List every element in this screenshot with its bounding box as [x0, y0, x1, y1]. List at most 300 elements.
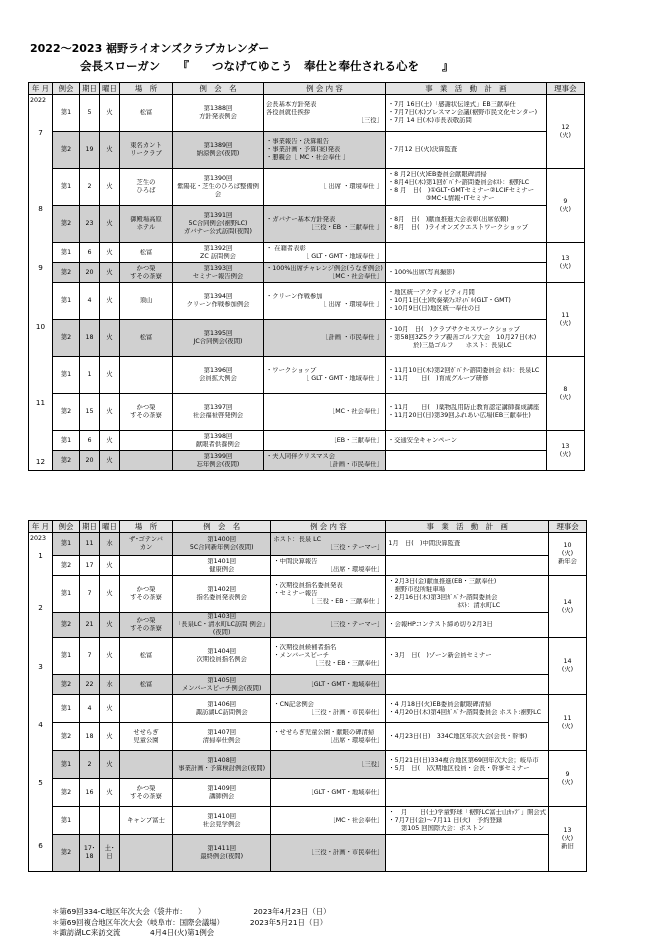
- cell-line: (火): [559, 131, 571, 139]
- meeting-weekday: 火: [100, 320, 120, 357]
- cell-line: 健康例会: [209, 565, 235, 573]
- footnotes: [52, 907, 331, 939]
- content-line: ・中間決算報告: [273, 557, 318, 565]
- meeting-place: [120, 283, 173, 320]
- meeting-weekday: 火: [100, 169, 120, 206]
- cell-line: (火): [561, 722, 574, 730]
- meeting-number: 第1: [53, 533, 80, 556]
- meeting-number: 第1: [53, 283, 80, 320]
- meeting-row: [29, 695, 587, 723]
- meeting-date: 2: [80, 169, 100, 206]
- activity-plan: [386, 533, 549, 556]
- cell-line: 13: [561, 442, 570, 450]
- cell-line: (夜間): [212, 629, 231, 636]
- meeting-content: [264, 431, 386, 451]
- meeting-date: 20: [80, 263, 100, 283]
- cell-line: 第1391回: [203, 212, 233, 219]
- cell-line: ガバナー公式訪問(夜間): [184, 228, 252, 235]
- cell-line: (火): [559, 450, 571, 458]
- meeting-number: 第2: [53, 835, 80, 872]
- cell-line: セミナー報告例会: [192, 272, 244, 280]
- meeting-weekday: 火: [100, 695, 120, 723]
- meeting-weekday: 火: [100, 638, 120, 675]
- cell-line: 第1388回: [203, 105, 233, 112]
- cell-line: ・11月20日(日)第39回ふれあい広場(EB三献奉仕): [387, 412, 531, 419]
- meeting-date: 22: [80, 675, 100, 695]
- cell-line: 方針発表例会: [199, 113, 237, 120]
- cell-line: 9: [565, 770, 570, 778]
- year-cell: [29, 533, 53, 872]
- activity-plan: [386, 695, 549, 723]
- board-meeting: [546, 243, 584, 283]
- meeting-place: [120, 675, 173, 695]
- cell-line: 須山: [139, 297, 153, 304]
- cell-line: ・11月10日(木)第2回ｶﾞﾊﾞﾅｰ諮問委員会 ﾎｽﾄ：長泉LC: [387, 367, 540, 374]
- content-tag: ［ 出席 ・環境奉仕 ］: [320, 301, 383, 308]
- meeting-row: [29, 556, 587, 576]
- cell-line: ・8 月 日( )①GLT･GMTセミナー②LCIFセミナー: [387, 187, 535, 194]
- cell-line: 11: [561, 311, 570, 319]
- column-header: 期日: [80, 83, 100, 95]
- content-tag: ［ GLT・GMT・地域奉仕 ］: [302, 252, 383, 260]
- cell-line: カン: [139, 544, 153, 551]
- meeting-number: 第2: [53, 320, 80, 357]
- cell-line: 第1396回: [203, 367, 233, 374]
- cell-line: 14: [563, 598, 572, 606]
- meeting-place: [120, 320, 173, 357]
- cell-line: (火): [561, 666, 574, 673]
- month-label: 12: [35, 457, 46, 466]
- cell-line: 13: [563, 827, 572, 834]
- content-line: ・メンバースピーチ: [273, 652, 330, 659]
- meeting-number: 第1: [53, 169, 80, 206]
- cell-line: 第1395回: [203, 330, 233, 337]
- month-label: 6: [38, 840, 43, 850]
- meeting-weekday: 火: [100, 779, 120, 807]
- content-tag: ［三役・テーマー］: [326, 544, 384, 551]
- cell-line: キャンプ富士: [127, 816, 165, 824]
- meeting-place: [120, 695, 173, 723]
- meeting-date: 6: [80, 431, 100, 451]
- cell-line: メンバースピーチ例会(夜間): [181, 684, 262, 692]
- column-header: 例会: [53, 521, 80, 533]
- meeting-name: [173, 835, 271, 872]
- cell-line: ・7月7日(金)～7月11 日(火) 予約登録: [388, 816, 503, 824]
- content-line: ・100%出席チャレンジ例会(うなぎ例会): [266, 264, 383, 272]
- activity-plan: [386, 779, 549, 807]
- cell-line: 会員拡大例会: [199, 375, 237, 382]
- meeting-name: [173, 556, 271, 576]
- cell-line: 第1409回: [207, 784, 236, 792]
- meeting-content: [264, 394, 386, 431]
- cell-line: ・5月21日(日)334複合地区第69回年次大会；岐阜市: [388, 756, 539, 764]
- meeting-number: 第1: [53, 95, 80, 132]
- cell-line: 9: [563, 197, 568, 205]
- meeting-number: 第1: [53, 638, 80, 675]
- column-header: 期日: [80, 521, 100, 533]
- column-header: 例 会 内 容: [264, 83, 386, 95]
- column-header: 理事会: [546, 83, 584, 95]
- meeting-content: [264, 132, 386, 169]
- cell-line: ・2月16日(木)第3回ｶﾞﾊﾞﾅｰ諮問委員会: [388, 594, 498, 601]
- meeting-row: [29, 132, 585, 169]
- meeting-name: [173, 638, 271, 675]
- meeting-name: [173, 695, 271, 723]
- cell-line: ・8月 日( )献血推進大会表彰(出席依頼): [387, 216, 509, 223]
- content-line: ホスト：長泉 LC: [273, 536, 322, 543]
- activity-plan: [385, 451, 546, 471]
- cell-line: 清掃奉仕例会: [202, 736, 241, 744]
- cell-line: (火): [559, 393, 571, 401]
- meeting-number: 第1: [53, 576, 80, 613]
- month-label: 2: [38, 602, 43, 612]
- column-header: 例 会 名: [173, 83, 264, 95]
- meeting-weekday: 火: [100, 451, 120, 471]
- cell-line: ・11月 日( )薬物乱用防止教育認定講師養成講座: [387, 404, 540, 411]
- cell-line: ホテル: [136, 224, 156, 231]
- meeting-row: [29, 95, 585, 132]
- column-header: 曜日: [100, 521, 120, 533]
- meeting-row: [29, 835, 587, 872]
- board-meeting: [546, 357, 584, 431]
- footnote: ＊第69回334-C地区年次大会（袋井市： ） 2023年4月23日（日）: [52, 907, 331, 916]
- content-line: ・せせらぎ児童公園・献眼の碑清掃: [273, 728, 375, 736]
- cell-line: ・ 月 日(土)学童野球「裾野LC富士山ｶｯﾌﾟ」開会式: [388, 808, 547, 816]
- month-label: 3: [38, 661, 43, 671]
- meeting-number: 第1: [53, 695, 80, 723]
- cell-line: 第1405回: [207, 676, 236, 684]
- content-tag: ［計画 ・市民奉仕 ］: [322, 334, 383, 341]
- meeting-name: [173, 779, 271, 807]
- meeting-row: [29, 451, 585, 471]
- meeting-weekday: 火: [100, 556, 120, 576]
- meeting-weekday: 水: [100, 533, 120, 556]
- cell-line: 第1400回: [207, 536, 236, 543]
- meeting-name: [173, 169, 264, 206]
- meeting-name: [173, 95, 264, 132]
- meeting-place: [120, 263, 173, 283]
- cell-line: 第1402回: [207, 586, 236, 593]
- meeting-date: 16: [80, 779, 100, 807]
- meeting-content: [271, 835, 386, 872]
- meeting-place: [120, 807, 173, 835]
- meeting-content: [271, 638, 386, 675]
- cell-line: 東名カント: [130, 142, 162, 149]
- board-meeting: [549, 533, 587, 576]
- cell-line: 講師例会: [209, 792, 235, 800]
- meeting-content: [264, 206, 386, 243]
- content-line: ・夫人同伴クリスマス会: [266, 452, 336, 460]
- activity-plan: [386, 723, 549, 751]
- cell-line: 第1398回: [203, 432, 233, 440]
- meeting-row: [29, 357, 585, 394]
- cell-line: 児童公園: [133, 736, 159, 744]
- meeting-number: 第2: [53, 675, 80, 695]
- content-tag: ［ GLT・GMT・地域奉仕 ］: [302, 375, 383, 382]
- cell-line: ・100%出席(写真撮影): [387, 268, 455, 276]
- meeting-name: [173, 807, 271, 835]
- meeting-row: [29, 206, 585, 243]
- cell-line: 第1411回: [207, 845, 236, 852]
- meeting-row: [29, 431, 585, 451]
- board-meeting: [546, 95, 584, 169]
- meeting-place: [120, 357, 173, 394]
- cell-line: 10: [563, 542, 572, 549]
- meeting-name: [173, 751, 271, 779]
- cell-line: ZC 訪問例会: [200, 252, 236, 260]
- activity-plan: [385, 357, 546, 394]
- meeting-content: [264, 263, 386, 283]
- meeting-number: 第1: [53, 431, 80, 451]
- cell-line: 紫陽花・芝生のひろば整備例: [177, 183, 259, 190]
- meeting-date: 21: [80, 613, 100, 638]
- meeting-place: [120, 95, 173, 132]
- meeting-name: [173, 357, 264, 394]
- meeting-name: [173, 394, 264, 431]
- meeting-place: [120, 835, 173, 872]
- content-tag: ［三役・計画・市民奉仕］: [307, 708, 384, 716]
- activity-plan: [386, 556, 549, 576]
- cell-line: 第1397回: [203, 404, 233, 411]
- content-line: 会長基本方針発表: [266, 101, 317, 108]
- meeting-name: [173, 206, 264, 243]
- year-cell: [29, 95, 53, 471]
- meeting-row: [29, 723, 587, 751]
- meeting-date: 5: [80, 95, 100, 132]
- meeting-number: 第2: [53, 263, 80, 283]
- cell-line: (火): [561, 835, 574, 842]
- meeting-content: [271, 533, 386, 556]
- column-header: 場 所: [120, 83, 173, 95]
- activity-plan: [385, 132, 546, 169]
- meeting-place: [120, 394, 173, 431]
- meeting-date: 2: [80, 751, 100, 779]
- content-tag: ［GLT・GMT・地域奉仕］: [307, 788, 384, 796]
- calendar-table-2023: [28, 520, 587, 872]
- meeting-weekday: 火: [100, 613, 120, 638]
- cell-line: 松富: [139, 680, 153, 688]
- cell-line: ・5月 日( )次期地区役員・会長・幹事セミナー: [388, 764, 530, 772]
- meeting-date: 23: [80, 206, 100, 243]
- calendar-title: 2022～2023 裾野ライオンズクラブカレンダー: [30, 42, 270, 55]
- cell-line: 献眼者供養例会: [195, 440, 241, 448]
- meeting-number: 第2: [53, 394, 80, 431]
- content-line: ・次期役員指名委員発表: [273, 582, 343, 589]
- cell-line: ・10月1日(土)吹奏楽ﾌｪｽﾃｨﾊﾞﾙ(GLT・GMT): [387, 297, 511, 304]
- cell-line: 第105 回国際大会：ボストン: [388, 824, 485, 832]
- meeting-weekday: 火: [100, 751, 120, 779]
- meeting-number: 第1: [53, 807, 80, 835]
- meeting-weekday: 火: [100, 723, 120, 751]
- meeting-content: [264, 283, 386, 320]
- meeting-name: [173, 613, 271, 638]
- meeting-content: [271, 576, 386, 613]
- meeting-row: [29, 613, 587, 638]
- meeting-row: [29, 751, 587, 779]
- meeting-content: [264, 243, 386, 263]
- activity-plan: [385, 283, 546, 320]
- meeting-content: [271, 723, 386, 751]
- header-row: [29, 521, 587, 533]
- footnote: ＊諏訪湖LC来訪交流 4月4日(火)第1例会: [52, 928, 215, 938]
- activity-plan: [386, 638, 549, 675]
- cell-line: (火): [561, 550, 574, 557]
- board-meeting: [549, 807, 587, 872]
- board-meeting: [546, 169, 584, 243]
- cell-line: 納涼例会(夜間): [196, 150, 240, 157]
- meeting-place: [120, 751, 173, 779]
- cell-line: すその茶寮: [130, 412, 162, 419]
- month-label: 8: [38, 204, 43, 213]
- meeting-number: 第2: [53, 451, 80, 471]
- meeting-name: [173, 243, 264, 263]
- meeting-place: [120, 132, 173, 169]
- year-label: 2023: [30, 535, 47, 542]
- meeting-place: [120, 723, 173, 751]
- activity-plan: [386, 613, 549, 638]
- meeting-date: 4: [80, 283, 100, 320]
- meeting-date: 20: [80, 451, 100, 471]
- cell-line: (火): [559, 319, 571, 327]
- cell-line: ・地区統一アクティビティ月間: [387, 289, 475, 296]
- meeting-weekday: [100, 807, 120, 835]
- meeting-number: 第1: [53, 357, 80, 394]
- content-tag: ［三役・計画・市民奉仕］: [307, 849, 384, 856]
- content-line: ・セミナー報告: [273, 590, 318, 597]
- cell-line: (火): [561, 606, 574, 614]
- cell-line: 第1408回: [207, 756, 236, 764]
- board-meeting: [549, 638, 587, 695]
- meeting-content: [271, 751, 386, 779]
- activity-plan: [386, 675, 549, 695]
- cell-line: 御殿場高原: [130, 216, 162, 223]
- cell-line: ・3月 日( )ゾーン新会員セミナー: [388, 652, 492, 659]
- column-header: 例 会 名: [173, 521, 271, 533]
- meeting-number: 第2: [53, 779, 80, 807]
- activity-plan: [385, 320, 546, 357]
- meeting-row: [29, 576, 587, 613]
- cell-line: かつ榮: [136, 586, 156, 593]
- meeting-content: [271, 807, 386, 835]
- activity-plan: [385, 431, 546, 451]
- column-header: 年 月: [29, 521, 53, 533]
- meeting-content: [264, 320, 386, 357]
- cell-line: 新旧: [561, 843, 574, 850]
- content-tag: ［出席・環境奉仕］: [326, 736, 384, 744]
- column-header: 年 月: [29, 83, 53, 95]
- cell-line: 社会福祉啓発例会: [192, 412, 244, 419]
- meeting-weekday: 火: [100, 243, 120, 263]
- month-label: 9: [38, 263, 43, 272]
- meeting-place: [120, 431, 173, 451]
- cell-line: 11: [563, 714, 572, 722]
- cell-line: (火): [559, 262, 571, 270]
- cell-line: クリーン作戦参加例会: [186, 301, 250, 308]
- cell-line: 次期役員指名例会: [196, 656, 247, 663]
- month-label: 7: [38, 128, 43, 137]
- meeting-content: [264, 451, 386, 471]
- meeting-name: [173, 132, 264, 169]
- meeting-content: [264, 95, 386, 132]
- content-tag: ［三役］: [358, 760, 384, 768]
- cell-line: 松富: [139, 248, 153, 256]
- cell-line: ・7月7日(木)プレスマン会議(裾野市民文化センター): [387, 109, 538, 116]
- meeting-weekday: 火: [100, 357, 120, 394]
- cell-line: ひろば: [136, 187, 156, 194]
- cell-line: (火): [561, 778, 574, 786]
- cell-line: ・7月 16日(土)「感謝状伝達式」EB三献奉仕: [387, 101, 516, 108]
- activity-plan: [385, 263, 546, 283]
- month-label: 4: [38, 720, 43, 729]
- meeting-name: [173, 283, 264, 320]
- content-line: 各役員就任挨拶: [266, 109, 311, 116]
- meeting-weekday: 火: [100, 283, 120, 320]
- meeting-date: [80, 807, 100, 835]
- cell-line: ・会報HPコンテスト締め切り2月3日: [388, 621, 493, 628]
- cell-line: せせらぎ: [133, 728, 159, 736]
- meeting-row: [29, 283, 585, 320]
- column-header: 例会: [53, 83, 80, 95]
- meeting-row: [29, 533, 587, 556]
- calendar-table-2022: [28, 82, 585, 471]
- month-label: 10: [35, 322, 46, 331]
- board-meeting: [546, 283, 584, 357]
- content-line: ・懇親会［ MC・社会奉仕 ］: [266, 154, 350, 161]
- meeting-weekday: 火: [100, 394, 120, 431]
- meeting-number: 第2: [53, 613, 80, 638]
- cell-line: ・7月12 日(火)決算監査: [387, 146, 458, 153]
- meeting-content: [271, 675, 386, 695]
- meeting-number: 第2: [53, 723, 80, 751]
- cell-line: ・4月23日(日) 334C地区年次大会(会長・幹事): [388, 732, 528, 740]
- meeting-date: 19: [80, 132, 100, 169]
- column-header: 例 会 内 容: [271, 521, 386, 533]
- cell-line: 5C合同例会(裾野LC): [188, 220, 248, 227]
- cell-line: ・10月 日( )クラブサクセスワークショップ: [387, 326, 521, 333]
- cell-line: 第1401回: [207, 557, 236, 565]
- cell-line: かつ榮: [136, 264, 156, 272]
- meeting-name: [173, 675, 271, 695]
- activity-plan: [385, 243, 546, 263]
- content-line: ・ガバナー基本方針発表: [266, 216, 336, 223]
- meeting-row: [29, 779, 587, 807]
- meeting-name: [173, 451, 264, 471]
- meeting-name: [173, 320, 264, 357]
- cell-line: すその茶寮: [130, 792, 162, 800]
- cell-line: 第1392回: [203, 244, 233, 252]
- cell-line: すその茶寮: [130, 625, 162, 632]
- cell-line: 第1410回: [207, 812, 236, 820]
- content-tag: ［三役］: [357, 117, 383, 124]
- cell-line: 第1407回: [207, 728, 236, 736]
- activity-plan: [386, 835, 549, 872]
- cell-line: ・8月 日( )ライオンズクエストワークショップ: [387, 224, 529, 231]
- cell-line: 第1406回: [207, 700, 236, 708]
- meeting-number: 第2: [53, 556, 80, 576]
- meeting-date: 17･18: [80, 835, 100, 872]
- meeting-place: [120, 243, 173, 263]
- cell-line: 第1393回: [203, 264, 233, 272]
- cell-line: 14: [563, 658, 572, 665]
- footnote: ＊第69回複合地区年次大会（岐阜市：国際会議場） 2023年5月21日（日）: [52, 917, 328, 927]
- content-tag: ［三役・EB ・三献奉仕 ］: [307, 224, 383, 231]
- year-label: 2022: [30, 97, 47, 104]
- meeting-weekday: 火: [100, 206, 120, 243]
- meeting-row: [29, 394, 585, 431]
- board-meeting: [549, 751, 587, 807]
- cell-line: ③MC･L情報･ITセミナー: [387, 195, 495, 202]
- cell-line: 松富: [139, 334, 153, 341]
